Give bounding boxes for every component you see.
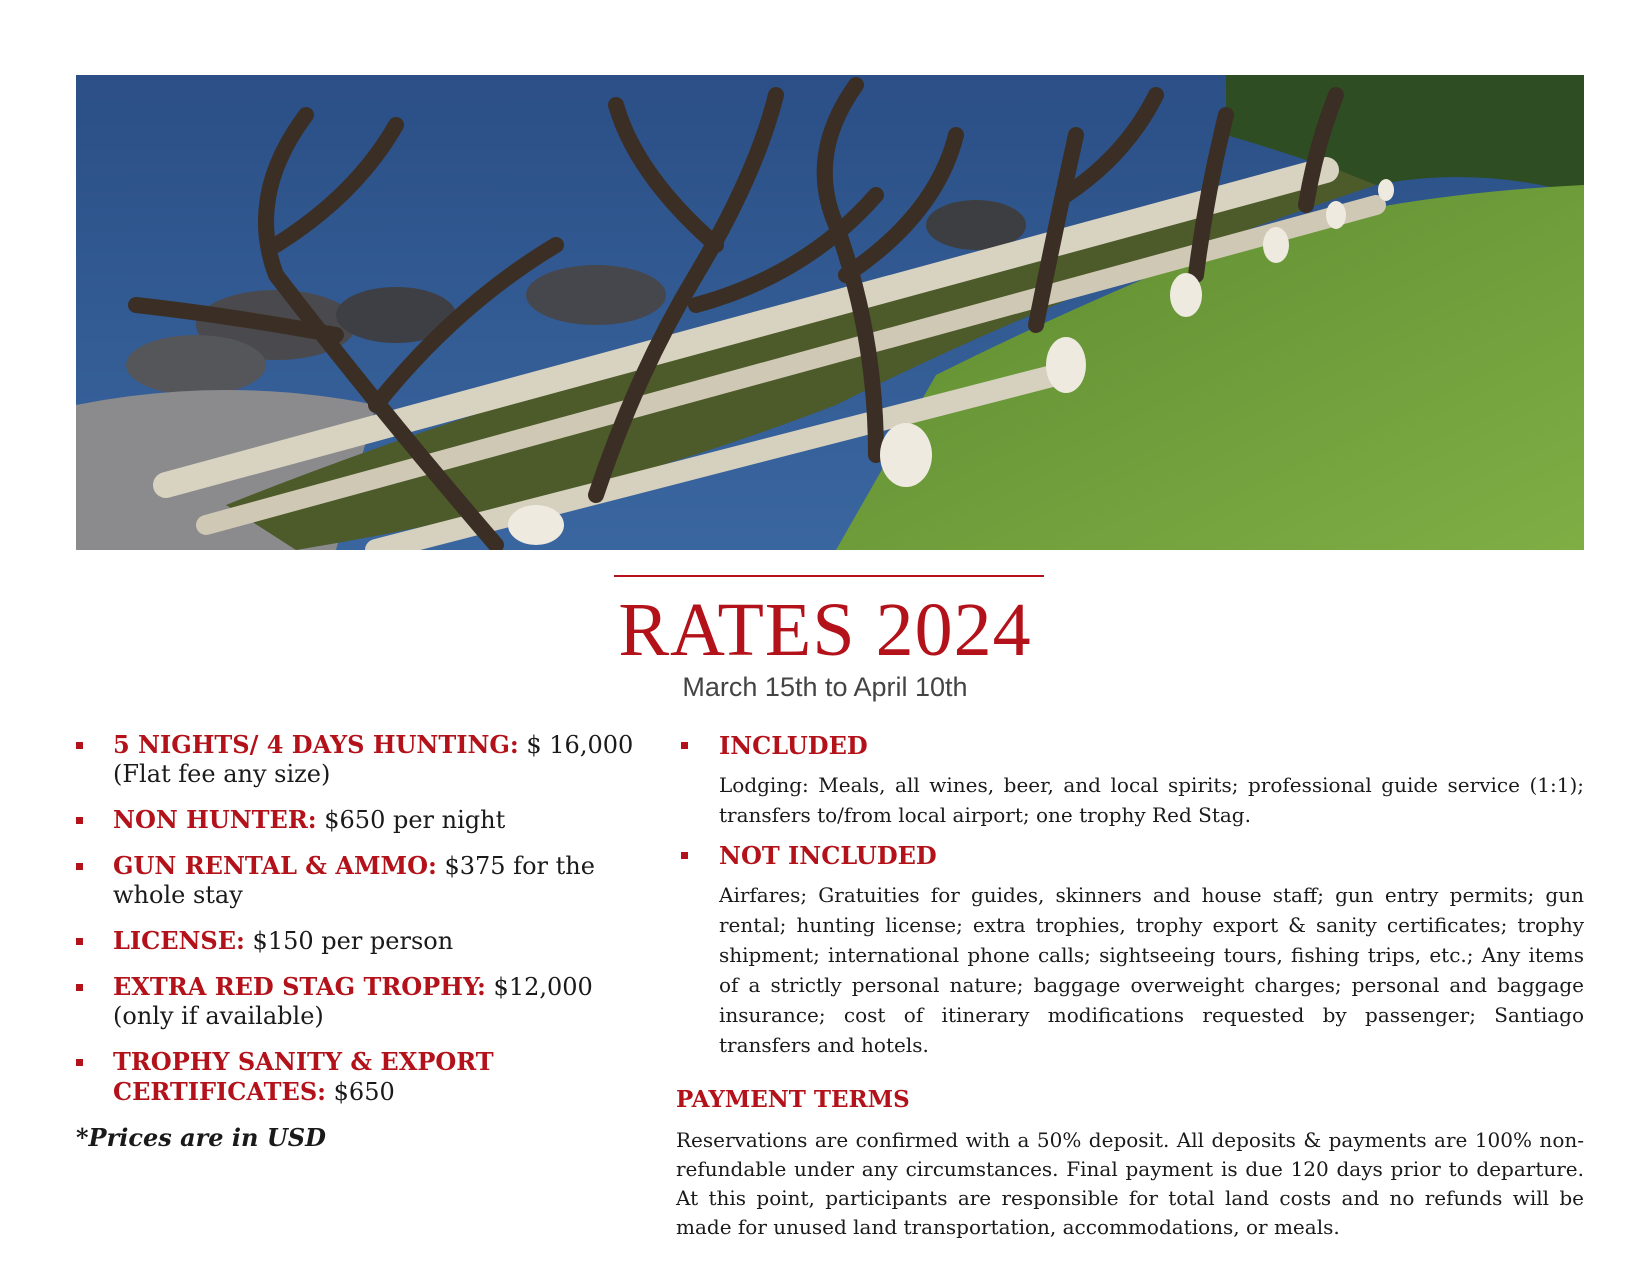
- antler-trophies-photo-icon: [76, 75, 1584, 550]
- title-divider: [614, 575, 1044, 577]
- bullet-icon: [681, 852, 688, 859]
- included-heading: [676, 730, 1584, 762]
- bullet-icon: [76, 863, 83, 870]
- rate-item-license: [76, 926, 656, 956]
- rate-item-hunting: [76, 730, 656, 789]
- rate-label: 5 NIGHTS/ 4 DAYS HUNTING:: [113, 730, 519, 759]
- rate-value: $ 16,000 (Flat fee any size): [113, 731, 634, 788]
- bullet-icon: [76, 938, 83, 945]
- bullet-icon: [76, 1059, 83, 1066]
- rate-item-non-hunter: [76, 805, 656, 835]
- rate-value: $375 for the whole stay: [113, 852, 595, 909]
- bullet-icon: [76, 984, 83, 991]
- rate-label: GUN RENTAL & AMMO:: [113, 851, 437, 880]
- payment-terms-heading: PAYMENT TERMS: [676, 1086, 910, 1113]
- page-subtitle: March 15th to April 10th: [682, 672, 968, 702]
- rate-value: $12,000 (only if available): [113, 973, 593, 1030]
- rates-list: [76, 730, 656, 1107]
- rate-label: TROPHY SANITY & EXPORT CERTIFICATES:: [113, 1047, 494, 1106]
- rate-value: $650: [326, 1078, 395, 1106]
- rate-item-gun-rental: [76, 851, 656, 910]
- not-included-heading-text: NOT INCLUDED: [719, 841, 937, 870]
- bullet-icon: [681, 742, 688, 749]
- page-title: RATES 2024: [618, 588, 1032, 672]
- rate-label: NON HUNTER:: [113, 805, 317, 834]
- details-column: [676, 730, 1584, 1242]
- usd-footnote: *Prices are in USD: [76, 1123, 326, 1152]
- payment-terms-text: Reservations are confirmed with a 50% deposit. All deposits & payments are 100% non-refundable under any circumstances. Final payment is due 120 days prior to departure. At this point, participants are responsible for total land costs and no refunds will be made for unused land transportation, accommodations, or meals.: [676, 1128, 1584, 1239]
- rate-item-extra-trophy: [76, 972, 656, 1031]
- included-heading-text: INCLUDED: [719, 731, 868, 760]
- hero-photo: [76, 75, 1584, 550]
- bullet-icon: [76, 742, 83, 749]
- rate-value: $150 per person: [244, 927, 454, 955]
- bullet-icon: [76, 817, 83, 824]
- included-text: Lodging: Meals, all wines, beer, and local spirits; professional guide service (1:1); transfers to/from local airport; one trophy Red Stag.: [719, 773, 1584, 827]
- rate-value: $650 per night: [316, 806, 506, 834]
- rates-column: [76, 730, 656, 1152]
- rate-label: EXTRA RED STAG TROPHY:: [113, 972, 486, 1001]
- rate-label: LICENSE:: [113, 926, 245, 955]
- not-included-heading: [676, 840, 1584, 872]
- not-included-text: Airfares; Gratuities for guides, skinners and house staff; gun entry permits; gun rental; hunting license; extra trophies, trophy export & sanity certificates; trophy shipment; international phone calls; sightseeing tours, fishing trips, etc.; Any items of a strictly personal nature; baggage overweight charges; personal and baggage insurance; cost of itinerary modifications requested by passenger; Santiago transfers and hotels.: [719, 883, 1584, 1057]
- rate-item-certificates: [76, 1047, 656, 1107]
